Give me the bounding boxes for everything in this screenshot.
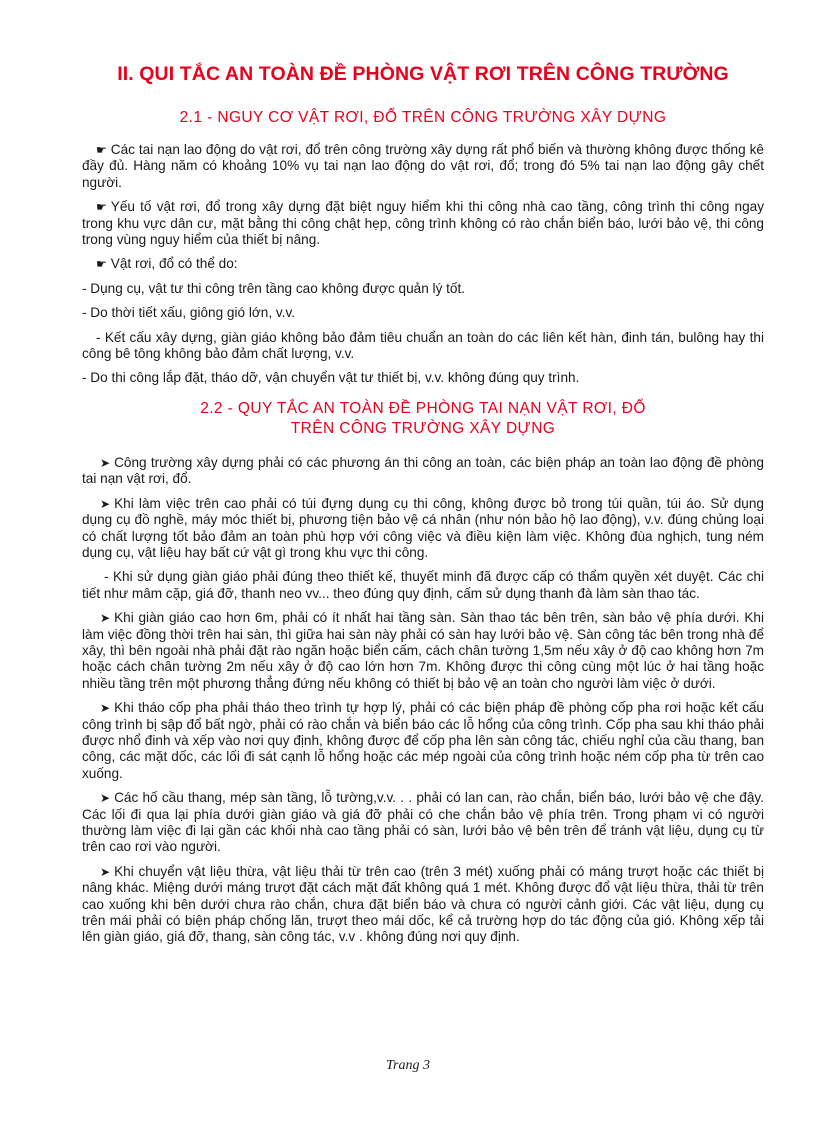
arrowhead-icon: ➤	[100, 496, 111, 511]
paragraph: ☛ Yếu tố vật rơi, đổ trong xây dựng đặt biệt nguy hiểm khi thi công nhà cao tầng, công trình thi công ngay trong khu vực dân cư, mặt bằng thi công chật hẹp, công trình không có rào chắn biển báo, lưới bảo vệ, thi công trong vùng nguy hiểm của thiết bị nâng.	[82, 199, 764, 248]
pointing-hand-icon: ☛	[96, 143, 107, 157]
paragraph: - Khi sử dụng giàn giáo phải đúng theo thiết kế, thuyết minh đã được cấp có thẩm quyền xét duyệt. Các chi tiết như mâm cặp, giá đỡ, thanh neo vv... theo đúng quy định, cấm sử dụng thanh đà làm sàn thao tác.	[82, 569, 764, 601]
section-1-title: 2.1 - NGUY CƠ VẬT RƠI, ĐỔ TRÊN CÔNG TRƯỜNG XÂY DỰNG	[179, 109, 667, 126]
paragraph: ➤ Công trường xây dựng phải có các phương án thi công an toàn, các biện pháp an toàn lao động đề phòng tai nạn vật rơi, đổ.	[82, 454, 764, 487]
main-heading: II. QUI TẮC AN TOÀN ĐỀ PHÒNG VẬT RƠI TRÊN CÔNG TRƯỜNG	[117, 63, 729, 85]
list-item: - Do thi công lắp đặt, tháo dỡ, vận chuyển vật tư thiết bị, v.v. không đúng quy trình.	[82, 370, 580, 386]
paragraph: ➤ Khi tháo cốp pha phải tháo theo trình tự hợp lý, phải có các biện pháp đề phòng cốp pha rơi hoặc kết cấu công trình bị sập đổ bất ngờ, phải có rào chắn và biển báo các lỗ hổng của công trình. Cốp pha sau khi tháo phải được nhổ đinh và xếp vào nơi quy định, không được để cốp pha lên sàn công tác, chiếu nghỉ của cầu thang, ban công, các mặt dốc, các lối đi sát cạnh lỗ hổng hoặc các mép ngoài của công trình hoặc ném cốp pha từ trên cao xuống.	[82, 700, 764, 781]
page-number: Trang 3	[386, 1058, 430, 1073]
list-item: - Do thời tiết xấu, giông gió lớn, v.v.	[82, 305, 296, 321]
arrowhead-icon: ➤	[100, 864, 111, 879]
document-page	[82, 56, 764, 954]
list-item: - Kết cấu xây dựng, giàn giáo không bảo đảm tiêu chuẩn an toàn do các liên kết hàn, đinh tán, bulông hay thi công bê tông không bảo đảm chất lượng, v.v.	[82, 329, 764, 362]
paragraph: ➤ Khi làm việc trên cao phải có túi đựng dụng cụ thi công, không được bỏ trong túi quần, túi áo. Sử dụng dụng cụ đồ nghề, máy móc thiết bị, phương tiện bảo vệ cá nhân (như nón bảo hộ lao động), v.v. đúng chủng loại có chất lượng tốt bảo đảm an toàn phù hợp với công việc và điều kiện làm việc. Không đùa nghịch, tung ném dụng cụ, vật liệu hay bất cứ vật gì trong khu vực thi công.	[82, 495, 764, 560]
arrowhead-icon: ➤	[100, 611, 111, 626]
paragraph: ➤ Các hố cầu thang, mép sàn tầng, lỗ tường,v.v. . . phải có lan can, rào chắn, biển báo, lưới bảo vệ che đậy. Các lối đi qua lại phía dưới giàn giáo và giá đỡ phải có che chắn bảo vệ phía trên. Trong phạm vi có người thường làm việc đi lại gần các khối nhà cao tầng phải có sàn, lưới bảo vệ bên trên để tránh vật liệu, dụng cụ từ trên cao rơi vào người.	[82, 790, 764, 855]
arrowhead-icon: ➤	[100, 455, 111, 470]
paragraph: ☛ Các tai nạn lao động do vật rơi, đổ trên công trường xây dựng rất phổ biến và thường không được thống kê đầy đủ. Hàng năm có khoảng 10% vụ tai nạn lao động do vật rơi, đổ; trong đó 5% tai nạn lao động gây chết người.	[82, 142, 764, 190]
arrowhead-icon: ➤	[100, 701, 111, 716]
section-2-title: 2.2 - QUY TẮC AN TOÀN ĐỀ PHÒNG TAI NẠN VẬT RƠI, ĐỔ TRÊN CÔNG TRƯỜNG XÂY DỰNG	[200, 399, 646, 437]
arrowhead-icon: ➤	[100, 791, 111, 806]
pointing-hand-icon: ☛	[96, 257, 107, 272]
paragraph: ➤ Khi chuyển vật liệu thừa, vật liệu thải từ trên cao (trên 3 mét) xuống phải có máng trượt hoặc các thiết bị nâng khác. Miệng dưới máng trượt đặt cách mặt đất không quá 1 mét. Không được đổ vật liệu thừa, thải từ trên cao xuống khi bên dưới chưa rào chắn, chưa đặt biển báo và chưa có người cảnh giới. Các vật liệu, dụng cụ trên mái phải có biện pháp chống lăn, trượt theo mái dốc, kể cả trường hợp do tác động của gió. Không xếp tải lên giàn giáo, giá đỡ, thang, sàn công tác, v.v . không đúng nơi quy định.	[82, 863, 764, 945]
list-item: - Dụng cụ, vật tư thi công trên tầng cao không được quản lý tốt.	[82, 280, 466, 296]
paragraph: ➤ Khi giàn giáo cao hơn 6m, phải có ít nhất hai tầng sàn. Sàn thao tác bên trên, sàn bảo vệ phía dưới. Khi làm việc đồng thời trên hai sàn, thì giữa hai sàn này phải có sàn hay lưới bảo vệ. Sàn công tác bên trong nhà để xây, thì bên ngoài nhà phải đặt rào ngăn hoặc biển cấm, cách chân tường 1,5m nếu xây ở độ cao không hơn 7m hoặc cách chân tường 2m nếu xây ở độ cao lớn hơn 7m. Không được thi công cùng một lúc ở hai tầng hoặc nhiều tầng trên một phương thẳng đứng nếu không có thiết bị bảo vệ an toàn cho người làm việc ở dưới.	[82, 610, 764, 691]
pointing-hand-icon: ☛	[96, 200, 107, 215]
paragraph: ☛ Vật rơi, đổ có thể do:	[96, 256, 238, 272]
